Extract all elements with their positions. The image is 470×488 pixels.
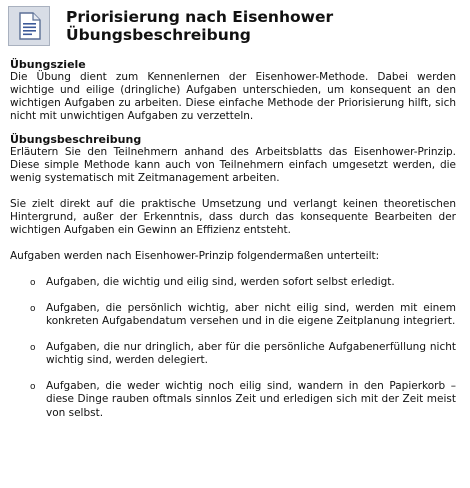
list-item-text: Aufgaben, die persönlich wichtig, aber nicht eilig sind, werden mit einem konkreten Aufgabendatum versehen und in die eigene Zeitplanung integriert. <box>46 301 456 327</box>
bullet-icon: o <box>30 342 36 353</box>
list-item <box>10 341 456 368</box>
list-item-text: Aufgaben, die wichtig und eilig sind, werden sofort selbst erledigt. <box>46 276 395 288</box>
list-item-text: Aufgaben, die weder wichtig noch eilig sind, wandern in den Papierkorb – diese Dinge rauben oftmals sinnlos Zeit und erledigen sich mit der Zeit meist von selbst. <box>46 379 456 419</box>
description-paragraph-3: Aufgaben werden nach Eisenhower-Prinzip folgendermaßen unterteilt: <box>10 250 380 262</box>
document-header <box>8 4 462 48</box>
document-icon-graphic <box>19 12 41 40</box>
section-description <box>10 133 456 420</box>
list-item <box>10 302 456 329</box>
list-item <box>10 380 456 421</box>
section-goals-heading: Übungsziele <box>10 58 86 71</box>
list-item <box>10 276 456 290</box>
section-goals <box>10 58 456 123</box>
page-title-line-1: Priorisierung nach Eisenhower <box>66 8 334 26</box>
page-title <box>66 8 333 44</box>
description-paragraph-2: Sie zielt direkt auf die praktische Umsetzung und verlangt keinen theoretischen Hintergrund, außer der Erkenntnis, dass durch das konsequente Bearbeiten der wichtigen Aufgaben ein Gewinn an Effizienz entsteht. <box>10 198 456 236</box>
page-title-line-2: Übungsbeschreibung <box>66 26 251 44</box>
description-paragraph-1: Erläutern Sie den Teilnehmern anhand des Arbeitsblatts das Eisenhower-Prinzip. Diese simple Methode kann auch von Teilnehmern einfach umgesetzt werden, die wenig systematisch mit Zeitmanagement arbeiten. <box>10 146 456 184</box>
list-item-text: Aufgaben, die nur dringlich, aber für die persönliche Aufgabenerfüllung nicht wichtig sind, werden delegiert. <box>46 340 456 366</box>
section-goals-text: Die Übung dient zum Kennenlernen der Eisenhower-Methode. Dabei werden wichtige und eilige (dringliche) Aufgaben unterschieden, um konsequent an den wichtigen Aufgaben zu arbeiten. Diese einfache Methode der Priorisierung hilft, sich nicht mit unwichtigen Aufgaben zu verzetteln. <box>10 71 456 122</box>
bullet-icon: o <box>30 278 36 288</box>
eisenhower-list <box>10 276 456 420</box>
bullet-icon: o <box>30 303 36 314</box>
document-icon <box>8 6 50 46</box>
section-description-heading: Übungsbeschreibung <box>10 133 142 146</box>
bullet-icon: o <box>30 381 36 392</box>
document-body <box>10 58 456 432</box>
